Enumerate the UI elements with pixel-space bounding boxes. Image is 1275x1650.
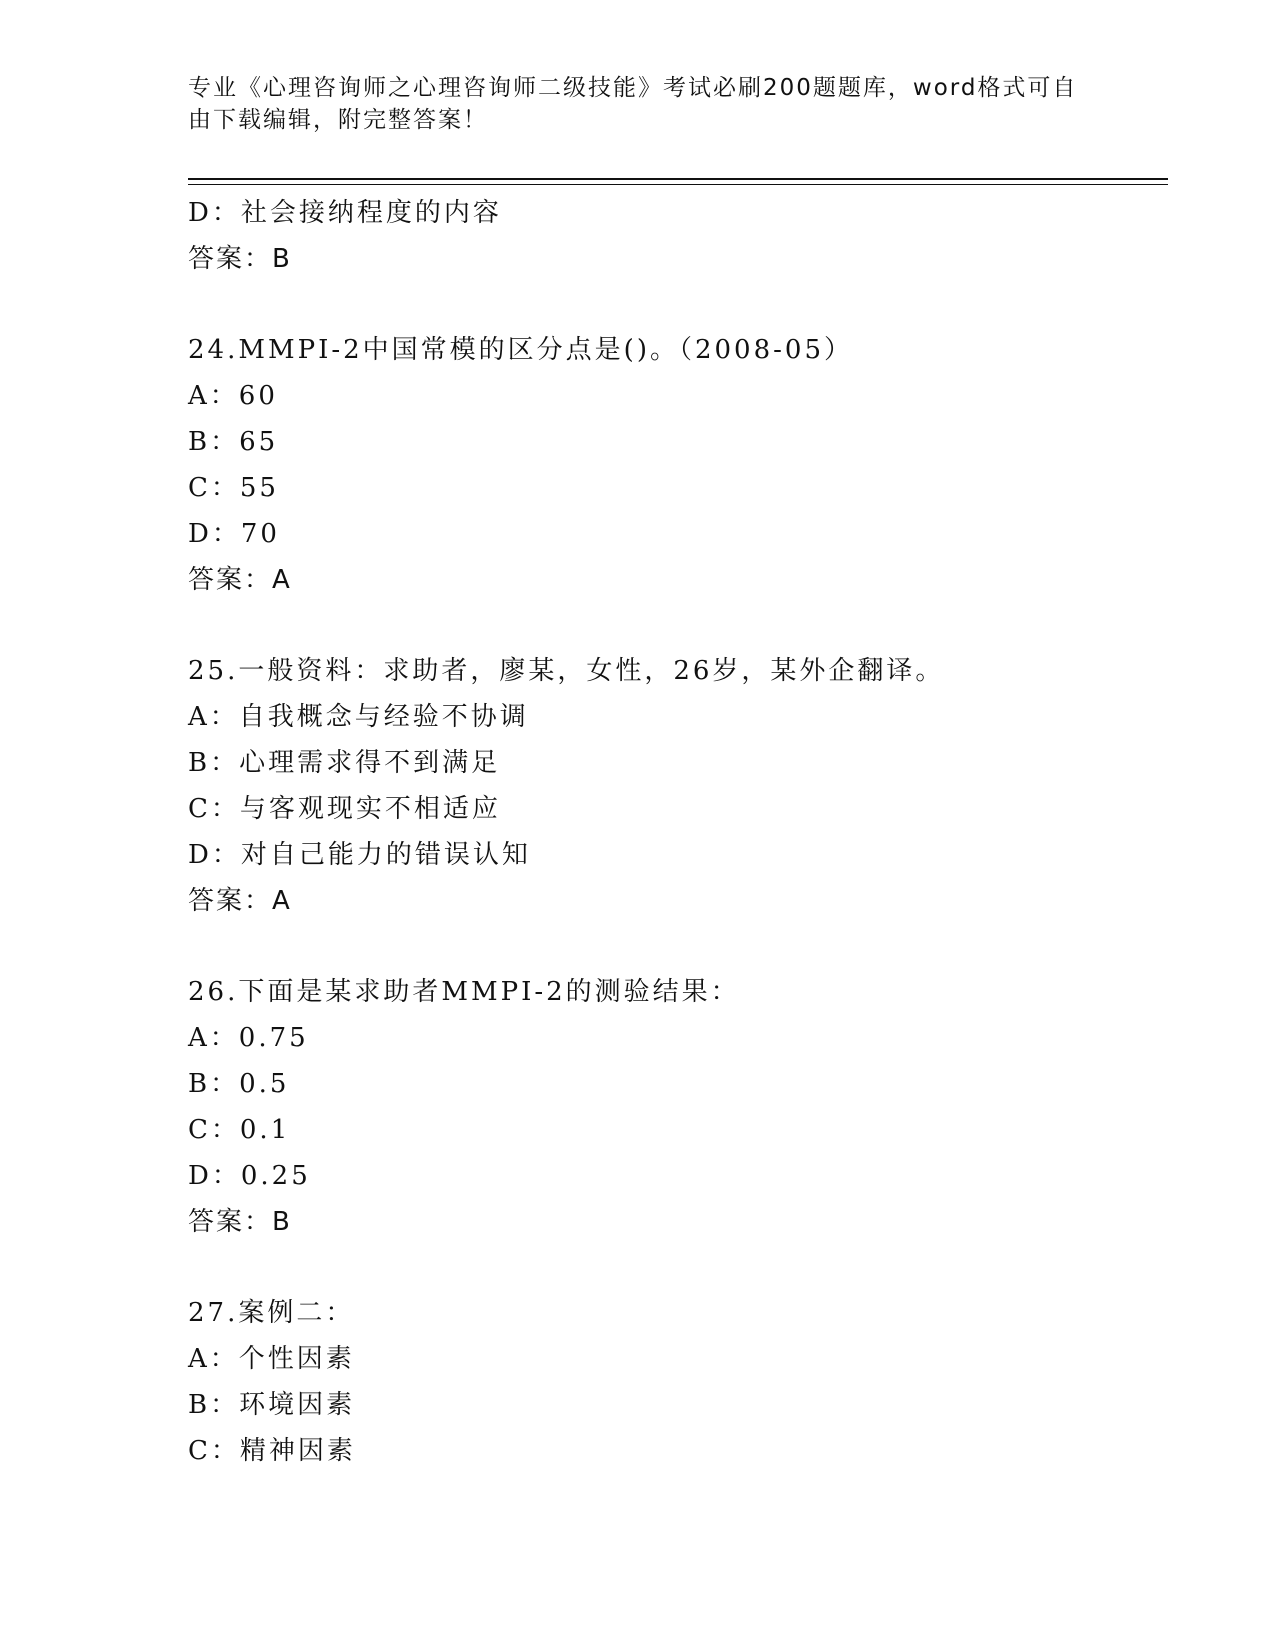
- document-header: [188, 72, 1088, 136]
- question-27: [188, 1290, 1168, 1474]
- header-line-2: 由下载编辑，附完整答案！: [188, 107, 488, 133]
- question-24: [188, 327, 1168, 603]
- option-a: A：自我概念与经验不协调: [188, 702, 529, 732]
- prev-question-answer: 答案：B: [188, 244, 292, 274]
- question-stem: 24.MMPI-2中国常模的区分点是()。（2008-05）: [188, 335, 854, 365]
- option-d: D：70: [188, 519, 280, 549]
- header-line-1: 专业《心理咨询师之心理咨询师二级技能》考试必刷200题题库，word格式可自: [188, 75, 1078, 101]
- option-c: C：精神因素: [188, 1436, 356, 1466]
- option-a: A：60: [188, 381, 278, 411]
- option-d: D：对自己能力的错误认知: [188, 840, 531, 870]
- option-a: A：个性因素: [188, 1344, 355, 1374]
- question-stem: 25.一般资料：求助者，廖某，女性，26岁，某外企翻译。: [188, 656, 945, 686]
- option-b: B：65: [188, 427, 279, 457]
- header-divider-thick: [188, 178, 1168, 180]
- option-b: B：0.5: [188, 1069, 290, 1099]
- answer: 答案：A: [188, 886, 292, 916]
- answer: 答案：A: [188, 565, 292, 595]
- answer: 答案：B: [188, 1207, 292, 1237]
- option-d: D：0.25: [188, 1161, 311, 1191]
- question-25: [188, 648, 1168, 924]
- prev-question-option-d: D：社会接纳程度的内容: [188, 198, 502, 228]
- question-26: [188, 969, 1168, 1245]
- document-body: [188, 190, 1168, 1474]
- question-stem: 27.案例二：: [188, 1298, 355, 1328]
- question-stem: 26.下面是某求助者MMPI-2的测验结果：: [188, 977, 740, 1007]
- option-b: B：心理需求得不到满足: [188, 748, 501, 778]
- option-b: B：环境因素: [188, 1390, 356, 1420]
- header-divider-thin: [188, 184, 1168, 185]
- option-a: A：0.75: [188, 1023, 309, 1053]
- option-c: C：与客观现实不相适应: [188, 794, 501, 824]
- option-c: C：55: [188, 473, 279, 503]
- option-c: C：0.1: [188, 1115, 291, 1145]
